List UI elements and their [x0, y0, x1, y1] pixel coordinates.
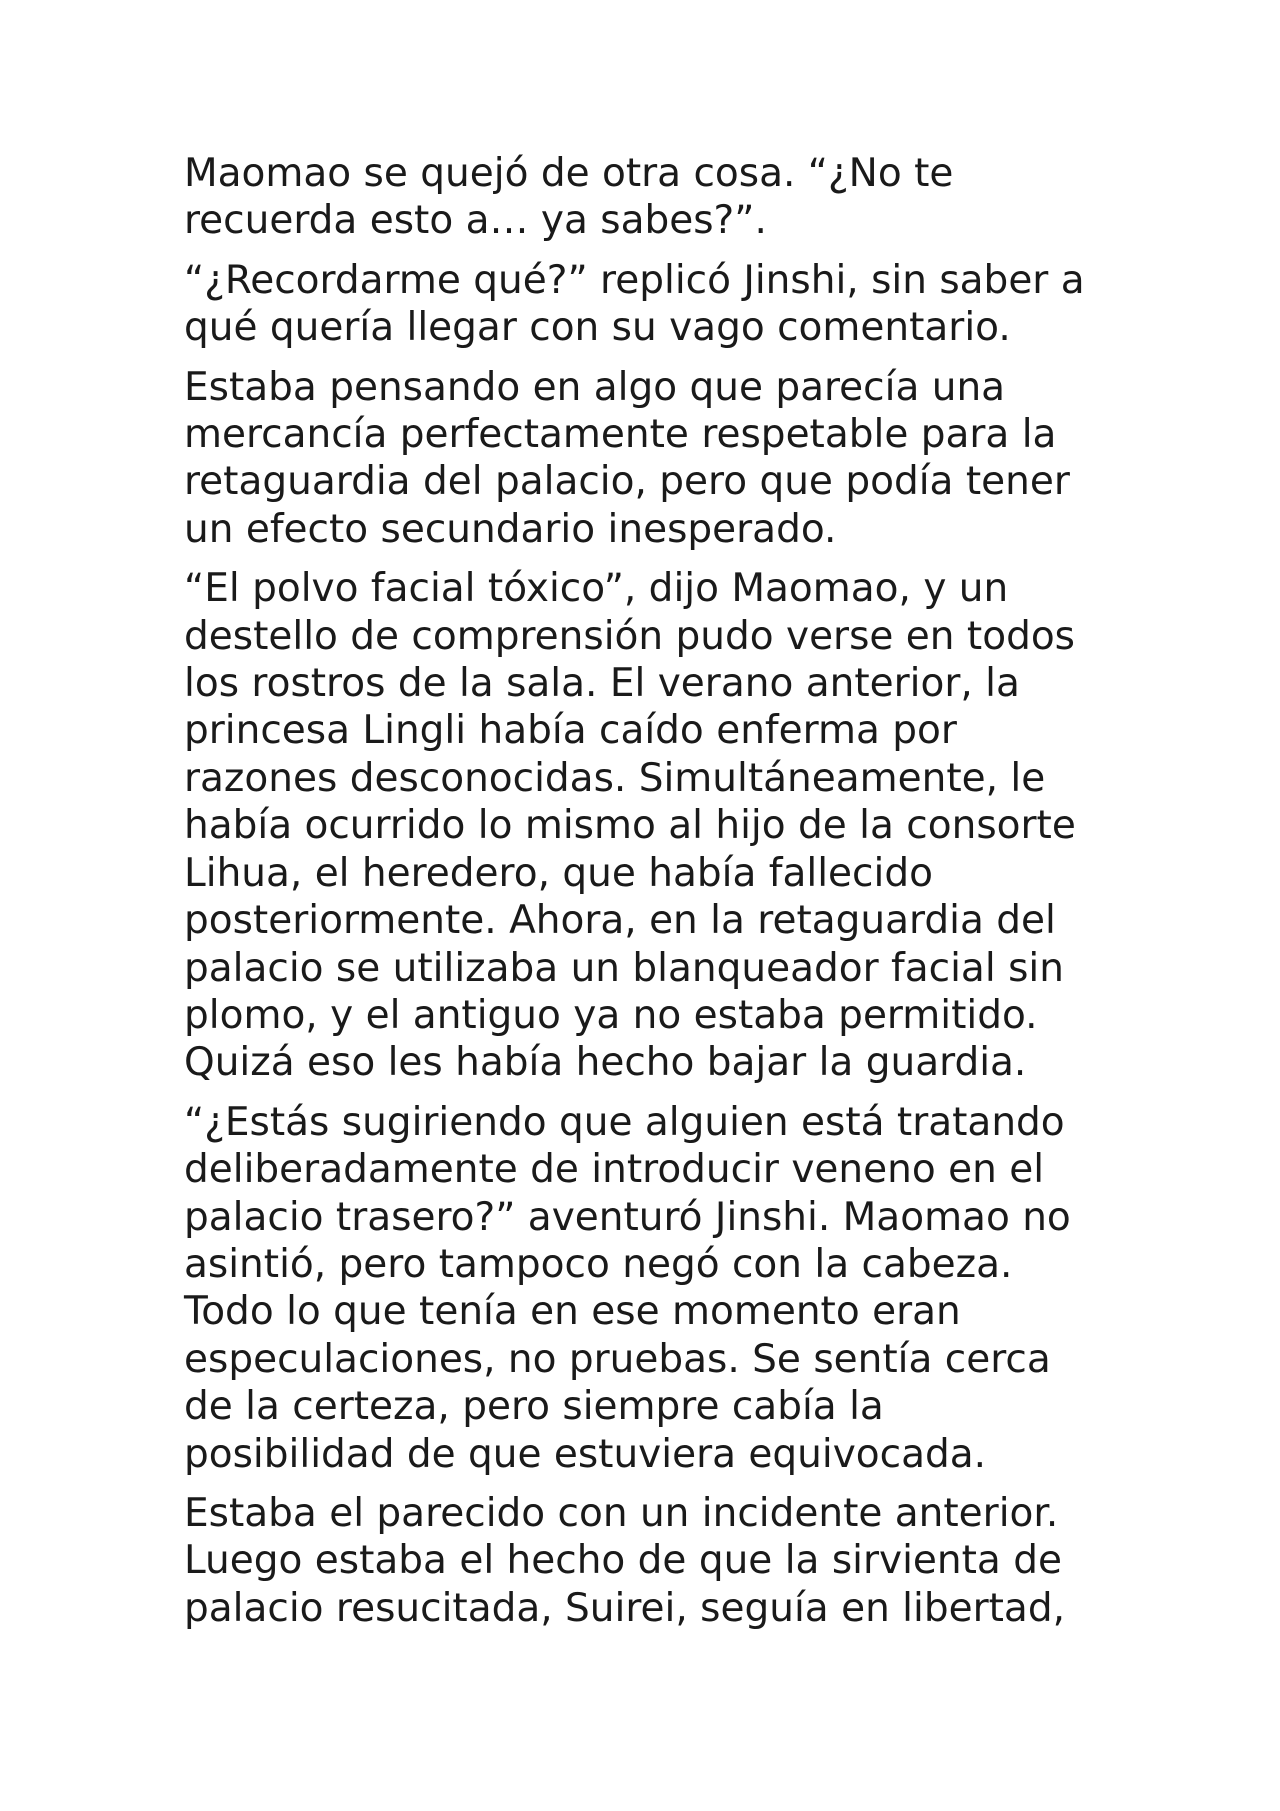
text-line: palacio se utilizaba un blanqueador facial sin: [184, 945, 1064, 991]
text-line: los rostros de la sala. El verano anterior, la: [184, 661, 1020, 707]
text-line: deliberadamente de introducir veneno en el: [184, 1147, 1045, 1193]
paragraph-3: [184, 364, 1124, 554]
text-line: de la certeza, pero siempre cabía la: [184, 1384, 884, 1430]
text-line: princesa Lingli había caído enferma por: [184, 708, 957, 754]
text-line: Quizá eso les había hecho bajar la guardia.: [184, 1040, 1027, 1086]
text-line: Maomao se quejó de otra cosa. “¿No te: [184, 151, 954, 196]
text-line: mercancía perfectamente respetable para la: [184, 412, 1057, 458]
paragraph-2: [184, 257, 1124, 352]
text-line: asintió, pero tampoco negó con la cabeza.: [184, 1241, 1013, 1287]
text-line: destello de comprensión pudo verse en todos: [184, 613, 1076, 659]
text-line: posteriormente. Ahora, en la retaguardia del: [184, 898, 1056, 944]
text-line: “¿Estás sugiriendo que alguien está tratando: [184, 1099, 1065, 1145]
text-line: recuerda esto a… ya sabes?”.: [184, 198, 767, 244]
text-line: posibilidad de que estuviera equivocada.: [184, 1431, 987, 1477]
text-line: retaguardia del palacio, pero que podía tener: [184, 459, 1070, 505]
text-line: “¿Recordarme qué?” replicó Jinshi, sin saber a: [184, 257, 1085, 303]
text-line: Estaba pensando en algo que parecía una: [184, 364, 1006, 410]
text-line: Luego estaba el hecho de que la sirvienta de: [184, 1538, 1062, 1584]
paragraph-1: [184, 150, 1124, 245]
text-line: especulaciones, no pruebas. Se sentía cerca: [184, 1336, 1051, 1382]
text-line: un efecto secundario inesperado.: [184, 506, 837, 552]
text-line: razones desconocidas. Simultáneamente, le: [184, 755, 1046, 801]
text-line: plomo, y el antiguo ya no estaba permitido.: [184, 992, 1038, 1038]
text-line: qué quería llegar con su vago comentario.: [184, 305, 1011, 351]
text-line: había ocurrido lo mismo al hijo de la consorte: [184, 803, 1076, 849]
paragraph-6: [184, 1490, 1124, 1632]
text-line: “El polvo facial tóxico”, dijo Maomao, y un: [184, 566, 1009, 612]
text-line: Estaba el parecido con un incidente anterior.: [184, 1490, 1059, 1536]
paragraph-4: [184, 565, 1124, 1086]
text-line: Lihua, el heredero, que había fallecido: [184, 850, 933, 896]
paragraph-5: [184, 1099, 1124, 1478]
page-text: [184, 150, 1124, 1644]
text-line: Todo lo que tenía en ese momento eran: [184, 1289, 961, 1335]
text-line: palacio resucitada, Suirei, seguía en libertad,: [184, 1585, 1065, 1631]
text-line: palacio trasero?” aventuró Jinshi. Maomao no: [184, 1194, 1071, 1240]
